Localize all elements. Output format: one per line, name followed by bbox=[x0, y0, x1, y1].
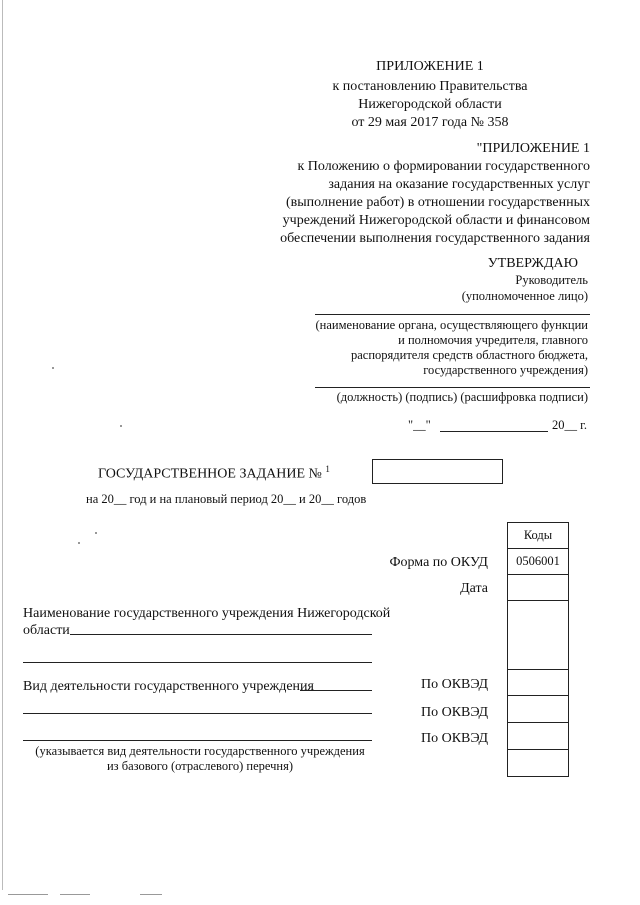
appendix-line: от 29 мая 2017 года № 358 bbox=[351, 115, 509, 130]
scan-speck bbox=[95, 532, 97, 534]
activity-line-2[interactable] bbox=[23, 713, 372, 714]
institution-name-label-2: области bbox=[23, 623, 70, 638]
appendix-line: Нижегородской области bbox=[358, 97, 502, 112]
okud-value: 0506001 bbox=[516, 554, 560, 568]
regulation-line: задания на оказание государственных услуг bbox=[328, 177, 590, 192]
task-number-box[interactable] bbox=[372, 459, 503, 484]
sign-caption: (должность) (подпись) (расшифровка подписи) bbox=[336, 390, 588, 404]
okved-cell-2[interactable] bbox=[507, 695, 569, 723]
footnote-mark: 1 bbox=[325, 464, 330, 474]
task-title-text: ГОСУДАРСТВЕННОЕ ЗАДАНИЕ № bbox=[98, 466, 322, 482]
regulation-line: обеспечении выполнения государственного задания bbox=[280, 231, 590, 246]
sign-line bbox=[315, 387, 590, 388]
scan-speck bbox=[120, 425, 122, 427]
org-caption: распорядителя средств областного бюджета, bbox=[351, 348, 588, 362]
extra-code-cell[interactable] bbox=[507, 749, 569, 777]
date-day: "__" bbox=[408, 418, 431, 432]
page-left-border bbox=[2, 0, 3, 890]
regulation-line: учреждений Нижегородской области и финансовом bbox=[282, 213, 590, 228]
bottom-edge-mark bbox=[140, 894, 162, 895]
scan-speck bbox=[52, 367, 54, 369]
activity-note-2: из базового (отраслевого) перечня) bbox=[106, 759, 294, 773]
okved-label-1: По ОКВЭД bbox=[420, 677, 488, 692]
approve-title: УТВЕРЖДАЮ bbox=[487, 256, 578, 271]
regulation-line: к Положению о формировании государственного bbox=[297, 159, 590, 174]
blank-code-cell[interactable] bbox=[507, 600, 569, 670]
okved-label-3: По ОКВЭД bbox=[420, 731, 488, 746]
codes-header: Коды bbox=[523, 528, 553, 542]
activity-line-3[interactable] bbox=[23, 740, 372, 741]
org-caption: (наименование органа, осуществляющего функции bbox=[315, 318, 588, 332]
institution-name-line-2[interactable] bbox=[23, 662, 372, 663]
approve-head-sub: (уполномоченное лицо) bbox=[461, 289, 588, 303]
org-caption: государственного учреждения) bbox=[423, 363, 588, 377]
activity-line[interactable] bbox=[300, 690, 372, 691]
date-label: Дата bbox=[460, 581, 488, 596]
org-caption: и полномочия учредителя, главного bbox=[398, 333, 588, 347]
approve-head: Руководитель bbox=[515, 273, 588, 287]
task-period: на 20__ год и на плановый период 20__ и 20__ годов bbox=[86, 492, 367, 506]
date-cell[interactable] bbox=[507, 574, 569, 601]
institution-name-label: Наименование государственного учреждения Нижегородской bbox=[23, 606, 391, 621]
bottom-edge-mark bbox=[8, 894, 48, 895]
scan-speck bbox=[78, 542, 80, 544]
activity-label: Вид деятельности государственного учреждения bbox=[23, 679, 314, 694]
appendix-title: ПРИЛОЖЕНИЕ 1 bbox=[376, 59, 484, 74]
regulation-appendix-title: "ПРИЛОЖЕНИЕ 1 bbox=[476, 141, 590, 156]
org-name-line bbox=[315, 314, 590, 315]
activity-note: (указывается вид деятельности государственного учреждения bbox=[35, 744, 365, 758]
appendix-line: к постановлению Правительства bbox=[332, 79, 528, 94]
bottom-edge-mark bbox=[60, 894, 90, 895]
okved-cell-1[interactable] bbox=[507, 669, 569, 696]
okved-cell-3[interactable] bbox=[507, 722, 569, 750]
okved-label-2: По ОКВЭД bbox=[420, 705, 488, 720]
institution-name-line[interactable] bbox=[70, 634, 372, 635]
date-month-line bbox=[440, 431, 548, 432]
task-title bbox=[98, 461, 330, 483]
okud-label: Форма по ОКУД bbox=[389, 555, 488, 570]
regulation-line: (выполнение работ) в отношении государственных bbox=[285, 195, 590, 210]
date-year: 20__ г. bbox=[552, 418, 587, 432]
